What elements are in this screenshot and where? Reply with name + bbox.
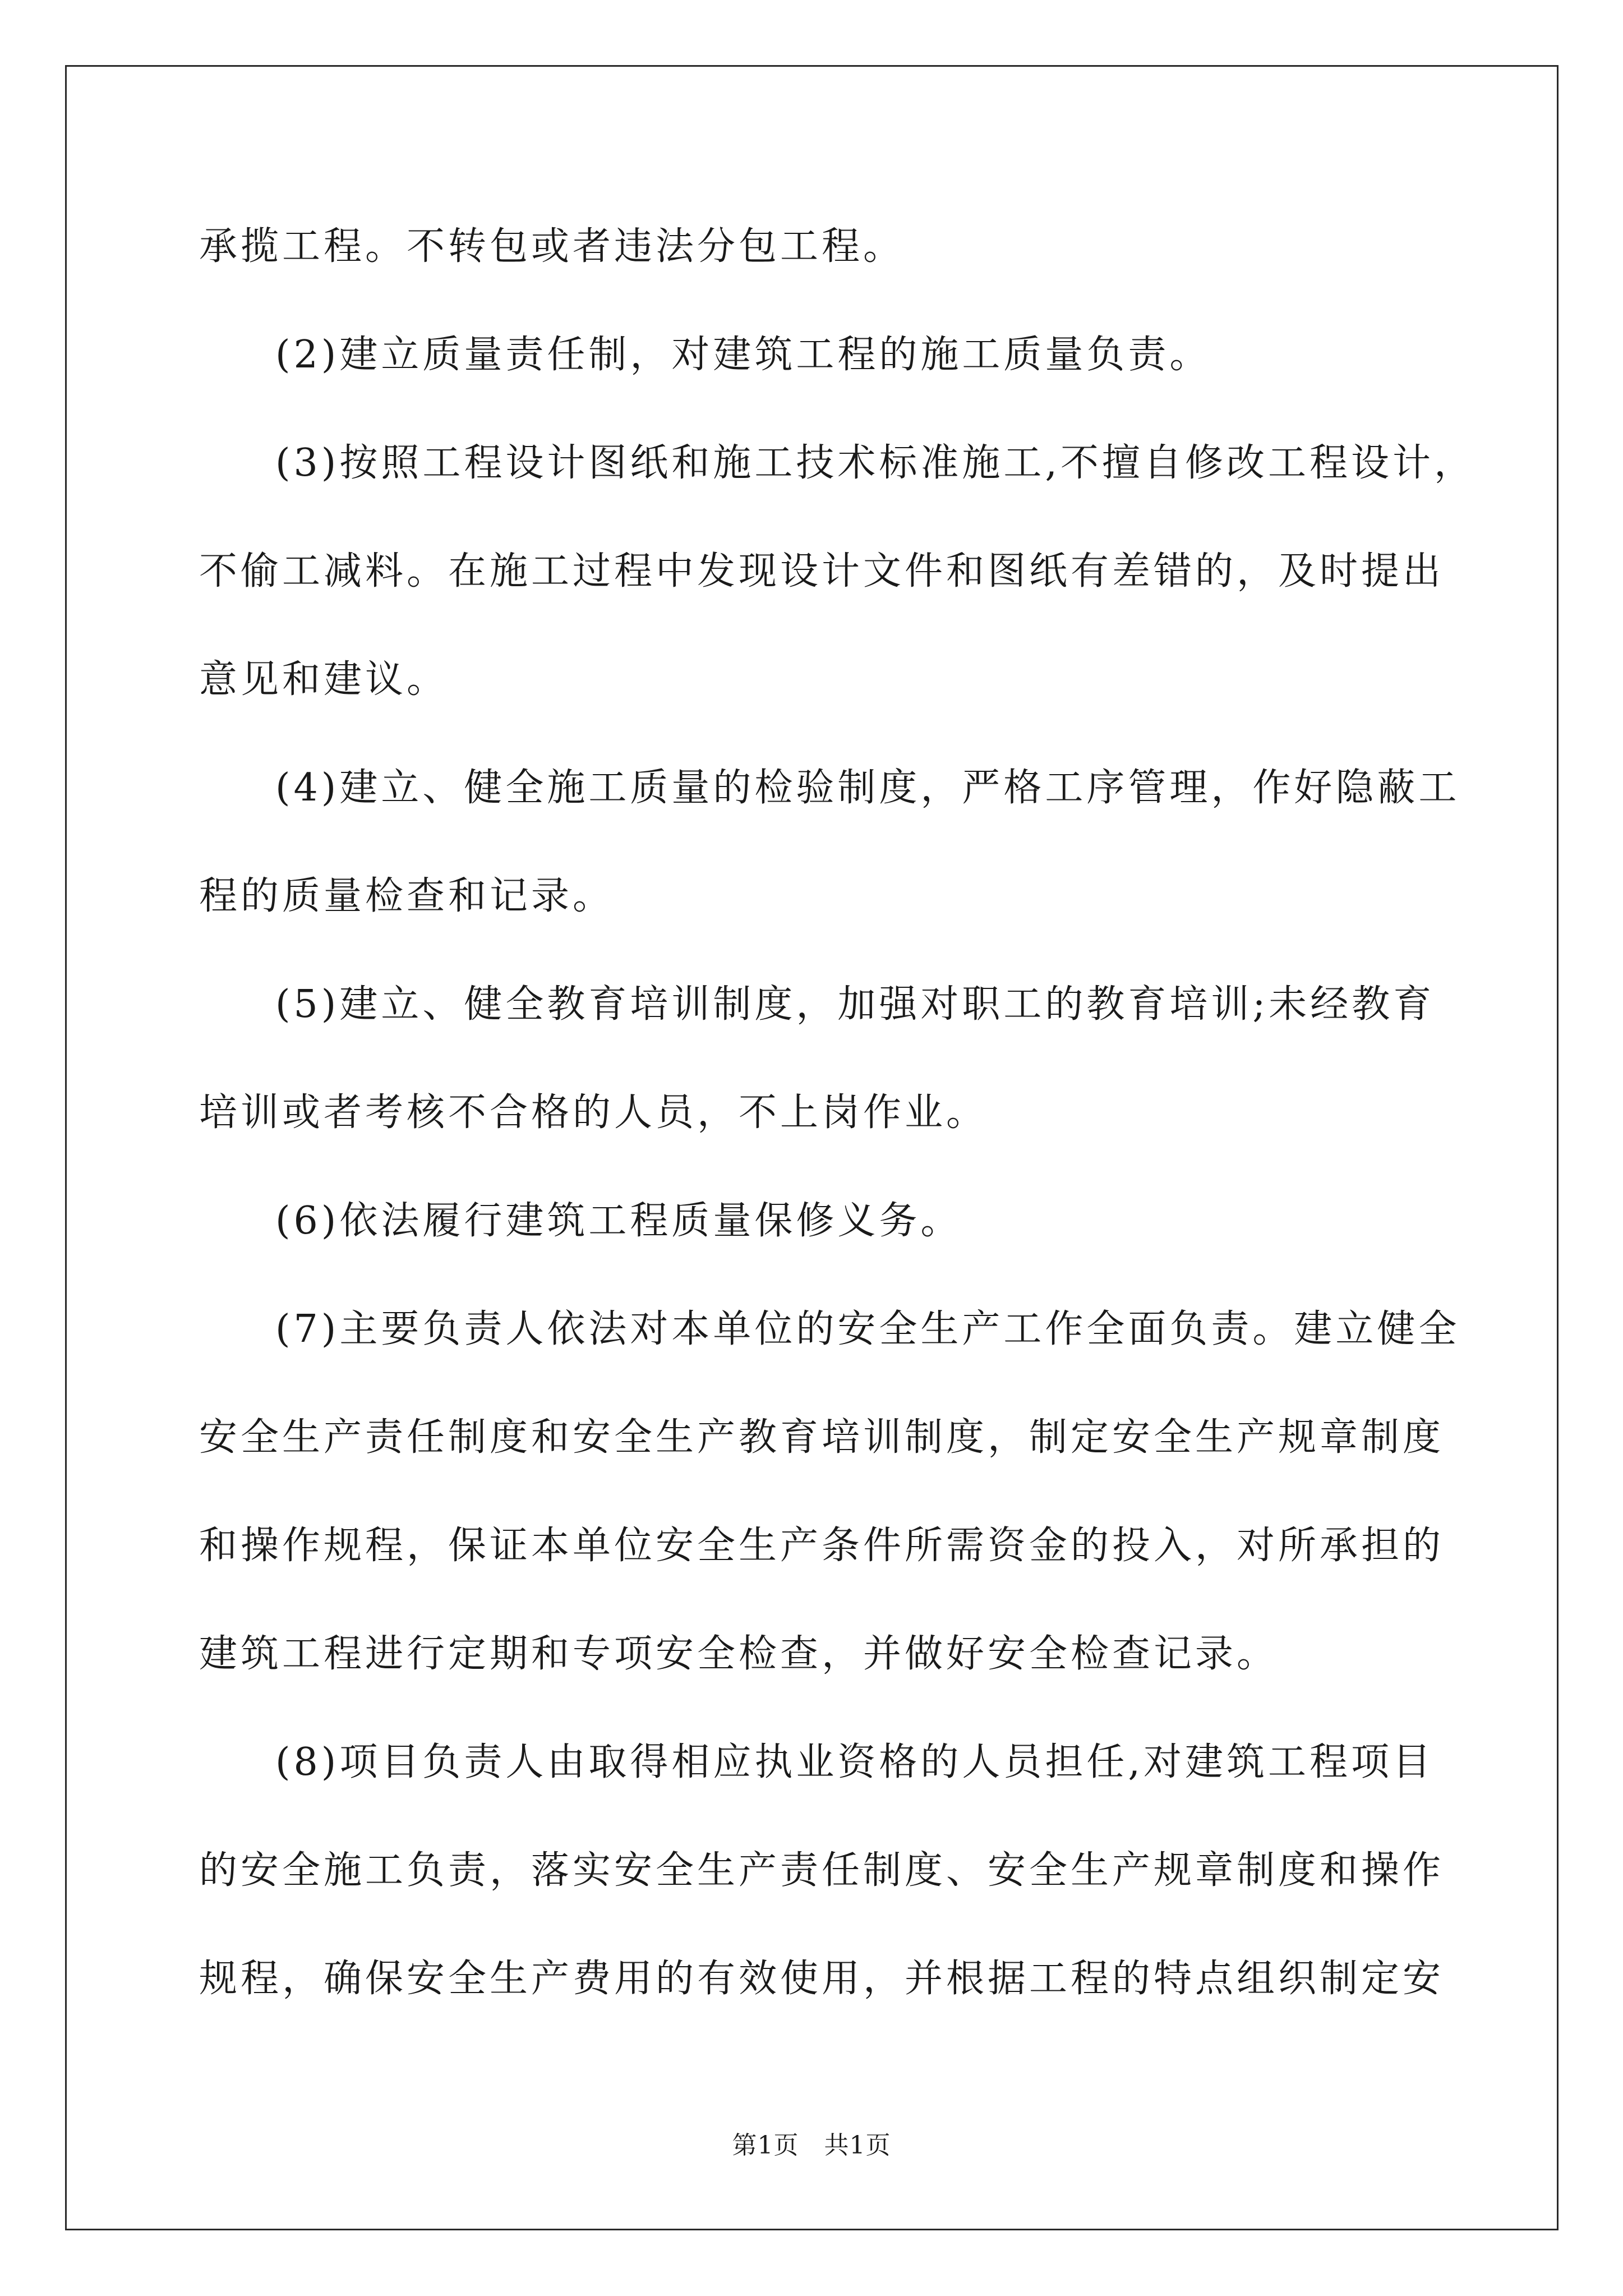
text-line: (2)建立质量责任制，对建筑工程的施工质量负责。 [275, 333, 1211, 377]
text-line: 培训或者考核不合格的人员，不上岗作业。 [199, 1091, 988, 1135]
text-line: (6)依法履行建筑工程质量保修义务。 [275, 1199, 962, 1243]
text-line: (8)项目负责人由取得相应执业资格的人员担任,对建筑工程项目 [275, 1740, 1434, 1784]
page-footer: 第1页 共1页 [732, 2131, 891, 2160]
text-line: 和操作规程，保证本单位安全生产条件所需资金的投入，对所承担的 [199, 1524, 1445, 1568]
text-line: 建筑工程进行定期和专项安全检查，并做好安全检查记录。 [199, 1632, 1279, 1676]
text-line: 承揽工程。不转包或者违法分包工程。 [199, 224, 905, 269]
text-line: (7)主要负责人依法对本单位的安全生产工作全面负责。建立健全 [275, 1307, 1460, 1351]
text-line: 规程，确保安全生产费用的有效使用，并根据工程的特点组织制定安 [199, 1957, 1445, 2001]
text-line: 不偷工减料。在施工过程中发现设计文件和图纸有差错的，及时提出 [199, 549, 1445, 593]
text-line: (5)建立、健全教育培训制度，加强对职工的教育培训;未经教育 [275, 982, 1435, 1027]
text-line: 程的质量检查和记录。 [199, 874, 615, 918]
text-line: (4)建立、健全施工质量的检验制度，严格工序管理，作好隐蔽工 [275, 766, 1460, 810]
page-border [65, 65, 1559, 2230]
text-line: (3)按照工程设计图纸和施工技术标准施工,不擅自修改工程设计， [275, 441, 1476, 485]
text-line: 的安全施工负责，落实安全生产责任制度、安全生产规章制度和操作 [199, 1848, 1445, 1893]
text-line: 意见和建议。 [199, 657, 449, 702]
text-line: 安全生产责任制度和安全生产教育培训制度，制定安全生产规章制度 [199, 1415, 1445, 1460]
